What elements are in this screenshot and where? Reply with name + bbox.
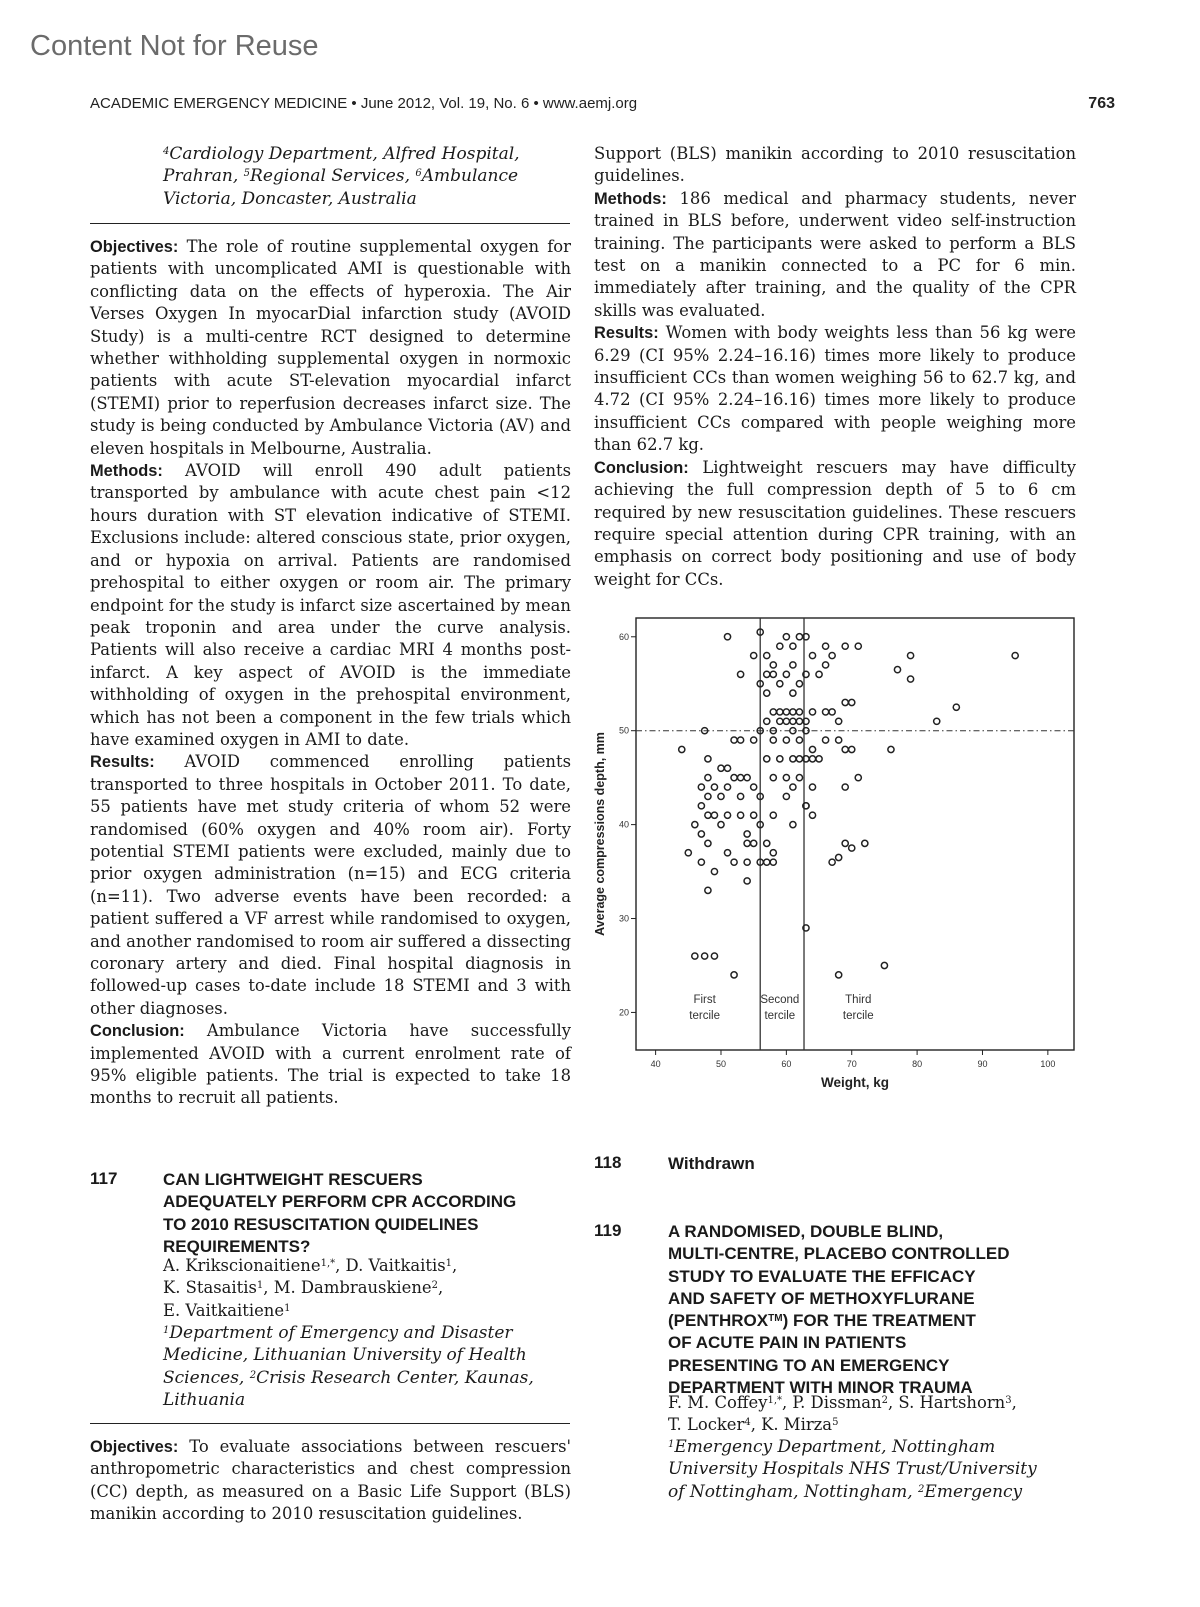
abstract-116-methods: Methods: AVOID will enroll 490 adult patients transported by ambulance with acute chest pain <12 hours duration with ST elevation indicative of STEMI. Exclusions include: altered conscious state, prior oxygen, and or hypoxia on arrival. Patients are randomised prehospital to either oxygen or room air. The primary endpoint for the study is infarct size ascertained by mean peak troponin and area under the curve analysis. Patients will also receive a cardiac MRI 4 months post-infarct. A key aspect of AVOID is the immediate withholding of oxygen in the prehospital environment, which has not been a component in the few trials which have examined oxygen in AMI to date. <box>90 461 572 749</box>
data-point <box>770 662 776 668</box>
data-point <box>790 643 796 649</box>
data-point <box>829 859 835 865</box>
data-point <box>849 845 855 851</box>
data-point <box>783 671 789 677</box>
data-point <box>764 756 770 762</box>
tercile-label: tercile <box>689 1010 720 1023</box>
data-point <box>744 840 750 846</box>
data-point <box>744 775 750 781</box>
data-point <box>836 854 842 860</box>
abstract-116-results: Results: AVOID commenced enrolling patients transported to three hospitals in October 2011. To date, 55 patients have met study criteria of whom 52 were randomised (60% oxygen and 40% room air). Forty potential STEMI patients were excluded, mainly due to prior oxygen administration (n=15) and ECG criteria (n=11). Two adverse events have been recorded: a patient suffered a VF arrest while randomised to oxygen, and another randomised to room air suffered a dissecting coronary artery and died. Final hospital diagnosis in followed-up cases to-date include 18 STEMI and 3 with other diagnoses. <box>90 752 571 1018</box>
data-point <box>783 709 789 715</box>
data-point <box>724 812 730 818</box>
data-point <box>783 793 789 799</box>
data-point <box>842 784 848 790</box>
data-point <box>724 765 730 771</box>
data-point <box>737 737 743 743</box>
data-point <box>907 652 913 658</box>
data-point <box>705 840 711 846</box>
data-point <box>829 709 835 715</box>
data-point <box>816 671 822 677</box>
data-point <box>790 709 796 715</box>
watermark: Content Not for Reuse <box>30 30 319 62</box>
data-point <box>796 737 802 743</box>
data-point <box>731 737 737 743</box>
data-point <box>718 822 724 828</box>
data-point <box>679 746 685 752</box>
abstract-119-authors: F. M. Coffey$^{1,*}$, P. Dissman$^2$, S. Hartshorn$^3$, T. Locker$^4$, K. Mirza$^5$ <box>668 1393 1017 1435</box>
data-point <box>790 718 796 724</box>
abstract-117-objectives-start: Objectives: To evaluate associations between rescuers' anthropometric characteristics and chest compression (CC) depth, as measured on a Basic Life Support (BLS) manikin according to 2010 resuscitation guidelines. <box>90 1437 571 1524</box>
data-point <box>718 793 724 799</box>
data-point <box>777 718 783 724</box>
data-point <box>692 822 698 828</box>
abstract-119-affiliation: $^1$Emergency Department, Nottingham University Hospitals NHS Trust/University of Nottingham, Nottingham, $^2$Emergency <box>668 1437 1037 1502</box>
data-point <box>855 643 861 649</box>
data-point <box>705 775 711 781</box>
data-point <box>849 746 855 752</box>
abstract-117-methods: Methods: 186 medical and pharmacy students, never trained in BLS before, underwent video self-instruction training. The participants were asked to perform a BLS test on a manikin connected to a PC for 6 min. immediately after training, and the quality of the CPR skills was evaluated. <box>594 188 1076 320</box>
data-point <box>822 709 828 715</box>
data-point <box>809 784 815 790</box>
data-point <box>751 812 757 818</box>
data-point <box>751 737 757 743</box>
y-tick-label: 30 <box>618 913 629 924</box>
data-point <box>783 775 789 781</box>
y-tick-label: 20 <box>618 1007 629 1018</box>
data-point <box>705 756 711 762</box>
data-point <box>764 859 770 865</box>
abstract-117-objectives-end: Support (BLS) manikin according to 2010 resuscitation guidelines. <box>594 144 1076 186</box>
data-point <box>790 756 796 762</box>
abstract-117-number: 117 <box>90 1169 118 1188</box>
abstract-118-number: 118 <box>594 1153 622 1172</box>
data-point <box>894 667 900 673</box>
data-point <box>711 812 717 818</box>
abstract-116-body <box>90 236 571 1110</box>
data-point <box>698 859 704 865</box>
x-tick-label: 60 <box>781 1059 792 1069</box>
data-point <box>822 737 828 743</box>
data-point <box>809 812 815 818</box>
data-point <box>751 652 757 658</box>
data-point <box>881 962 887 968</box>
data-point <box>777 756 783 762</box>
data-point <box>790 662 796 668</box>
tercile-label: tercile <box>842 1010 874 1023</box>
data-point <box>770 850 776 856</box>
abstract-116-objectives: Objectives: The role of routine supplemental oxygen for patients with uncomplicated AMI is questionable with conflicting data on the effects of hyperoxia. The Air Verses Oxygen In myocarDial infarction study (AVOID Study) is a multi-centre RCT designed to determine whether withholding supplemental oxygen in normoxic patients with acute ST-elevation myocardial infarct (STEMI) prior to reperfusion decreases infarct size. The study is being conducted by Ambulance Victoria (AV) and eleven hospitals in Melbourne, Australia. <box>90 237 572 458</box>
data-point <box>702 953 708 959</box>
data-point <box>888 746 894 752</box>
data-point <box>829 652 835 658</box>
data-point <box>764 718 770 724</box>
data-point <box>777 681 783 687</box>
data-point <box>796 718 802 724</box>
data-point <box>777 709 783 715</box>
data-point <box>744 878 750 884</box>
data-point <box>783 718 789 724</box>
x-tick-label: 100 <box>1040 1059 1056 1069</box>
data-point <box>953 704 959 710</box>
data-point <box>764 840 770 846</box>
abstract-117-conclusion: Conclusion: Lightweight rescuers may have difficulty achieving the full compression depth of 5 to 6 cm required by new resuscitation guidelines. These rescuers require special attention during CPR training, with an emphasis on correct body positioning and use of body weight for CCs. <box>594 457 1076 589</box>
data-point <box>796 775 802 781</box>
data-point <box>724 634 730 640</box>
data-point <box>737 775 743 781</box>
data-point <box>685 850 691 856</box>
x-axis-label: Weight, kg <box>820 1075 890 1090</box>
data-point <box>737 812 743 818</box>
data-point <box>934 718 940 724</box>
data-point <box>744 831 750 837</box>
abstract-117-affiliation: $^1$Department of Emergency and Disaster Medicine, Lithuanian University of Health Sciences, $^2$Crisis Research Center, Kaunas, Lithuania <box>163 1323 534 1411</box>
data-point <box>770 812 776 818</box>
data-point <box>770 859 776 865</box>
data-point <box>711 953 717 959</box>
journal-citation: ACADEMIC EMERGENCY MEDICINE • June 2012, Vol. 19, No. 6 • www.aemj.org <box>90 95 638 112</box>
y-tick-label: 50 <box>618 725 629 736</box>
data-point <box>744 859 750 865</box>
data-point <box>777 643 783 649</box>
data-point <box>711 868 717 874</box>
y-tick-label: 60 <box>618 631 629 642</box>
page-number: 763 <box>1088 95 1115 112</box>
section-divider-117 <box>90 1423 570 1424</box>
data-point <box>698 784 704 790</box>
abstract-116-conclusion: Conclusion: Ambulance Victoria have successfully implemented AVOID with a current enrolment rate of 95% eligible patients. The trial is expected to take 18 months to recruit all patients. <box>90 1021 571 1108</box>
scatter-chart <box>590 610 1080 1100</box>
data-point <box>809 746 815 752</box>
data-point <box>764 690 770 696</box>
data-point <box>796 634 802 640</box>
data-point <box>849 699 855 705</box>
abstract-116-affiliation: $^4$Cardiology Department, Alfred Hospital, Prahran, $^5$Regional Services, $^6$Ambulance Victoria, Doncaster, Australia <box>163 144 520 209</box>
data-point <box>790 728 796 734</box>
data-point <box>796 756 802 762</box>
running-header <box>90 95 1115 112</box>
data-point <box>698 803 704 809</box>
data-point <box>790 690 796 696</box>
data-point <box>822 643 828 649</box>
data-point <box>842 643 848 649</box>
data-point <box>770 775 776 781</box>
data-point <box>836 737 842 743</box>
data-point <box>731 859 737 865</box>
data-point <box>711 784 717 790</box>
data-point <box>770 709 776 715</box>
data-point <box>836 718 842 724</box>
data-point <box>809 709 815 715</box>
data-point <box>842 699 848 705</box>
abstract-117-results: Results: Women with body weights less than 56 kg were 6.29 (CI 95% 2.24–16.16) times more likely to produce insufficient CCs than women weighing 56 to 62.7 kg, and 4.72 (CI 95% 2.24–16.16) times more likely to produce insufficient CCs compared with people weighing more than 62.7 kg. <box>594 323 1076 455</box>
section-divider <box>90 223 570 224</box>
data-point <box>842 840 848 846</box>
data-point <box>822 662 828 668</box>
tercile-label: tercile <box>764 1010 796 1023</box>
data-point <box>724 784 730 790</box>
abstract-119-number: 119 <box>594 1221 622 1240</box>
data-point <box>790 784 796 790</box>
data-point <box>731 972 737 978</box>
data-point <box>764 652 770 658</box>
data-point <box>705 887 711 893</box>
tercile-label: Second <box>760 994 800 1007</box>
data-point <box>751 784 757 790</box>
data-point <box>809 756 815 762</box>
data-point <box>842 746 848 752</box>
data-point <box>862 840 868 846</box>
data-point <box>796 709 802 715</box>
data-point <box>731 775 737 781</box>
data-point <box>796 681 802 687</box>
data-point <box>783 737 789 743</box>
plot-area-frame <box>636 618 1074 1050</box>
data-point <box>705 812 711 818</box>
data-point <box>705 793 711 799</box>
x-tick-label: 90 <box>977 1059 988 1069</box>
data-point <box>692 953 698 959</box>
abstract-117-body-continued <box>594 143 1076 591</box>
data-point <box>907 676 913 682</box>
data-point <box>737 671 743 677</box>
data-point <box>751 840 757 846</box>
x-tick-label: 50 <box>715 1059 726 1069</box>
data-point <box>724 850 730 856</box>
abstract-118-title: Withdrawn <box>668 1154 755 1173</box>
abstract-117-authors: A. Krikscionaitiene$^{1,*}$, D. Vaitkaitis$^1$, K. Stasaitis$^1$, M. Dambrauskiene$^2$, E. Vaitkaitiene$^1$ <box>163 1256 458 1320</box>
data-point <box>718 765 724 771</box>
y-tick-label: 40 <box>618 819 629 830</box>
data-point <box>816 756 822 762</box>
data-point <box>809 652 815 658</box>
data-point <box>1012 652 1018 658</box>
data-point <box>698 831 704 837</box>
data-point <box>764 671 770 677</box>
data-point <box>770 737 776 743</box>
data-point <box>783 634 789 640</box>
x-tick-label: 80 <box>912 1059 923 1069</box>
tercile-label: First <box>693 994 716 1007</box>
abstract-119-title: A RANDOMISED, DOUBLE BLIND, MULTI-CENTRE, PLACEBO CONTROLLED STUDY TO EVALUATE THE EFFICACY AND SAFETY OF METHOXYFLURANE (PENTHROX™) FOR THE TREATMENT OF ACUTE PAIN IN PATIENTS PRESENTING TO AN EMERGENCY DEPARTMENT WITH MINOR TRAUMA <box>668 1222 1010 1398</box>
tercile-label: Third <box>845 994 872 1007</box>
data-point <box>836 972 842 978</box>
data-point <box>790 822 796 828</box>
data-point <box>855 775 861 781</box>
abstract-117-title: CAN LIGHTWEIGHT RESCUERS ADEQUATELY PERFORM CPR ACCORDING TO 2010 RESUSCITATION QUIDELINES REQUIREMENTS? <box>163 1170 517 1256</box>
y-axis-label: Average compressions depth, mm <box>593 732 607 936</box>
data-point <box>770 671 776 677</box>
x-tick-label: 70 <box>846 1059 857 1069</box>
data-point <box>737 793 743 799</box>
x-tick-label: 40 <box>650 1059 661 1069</box>
